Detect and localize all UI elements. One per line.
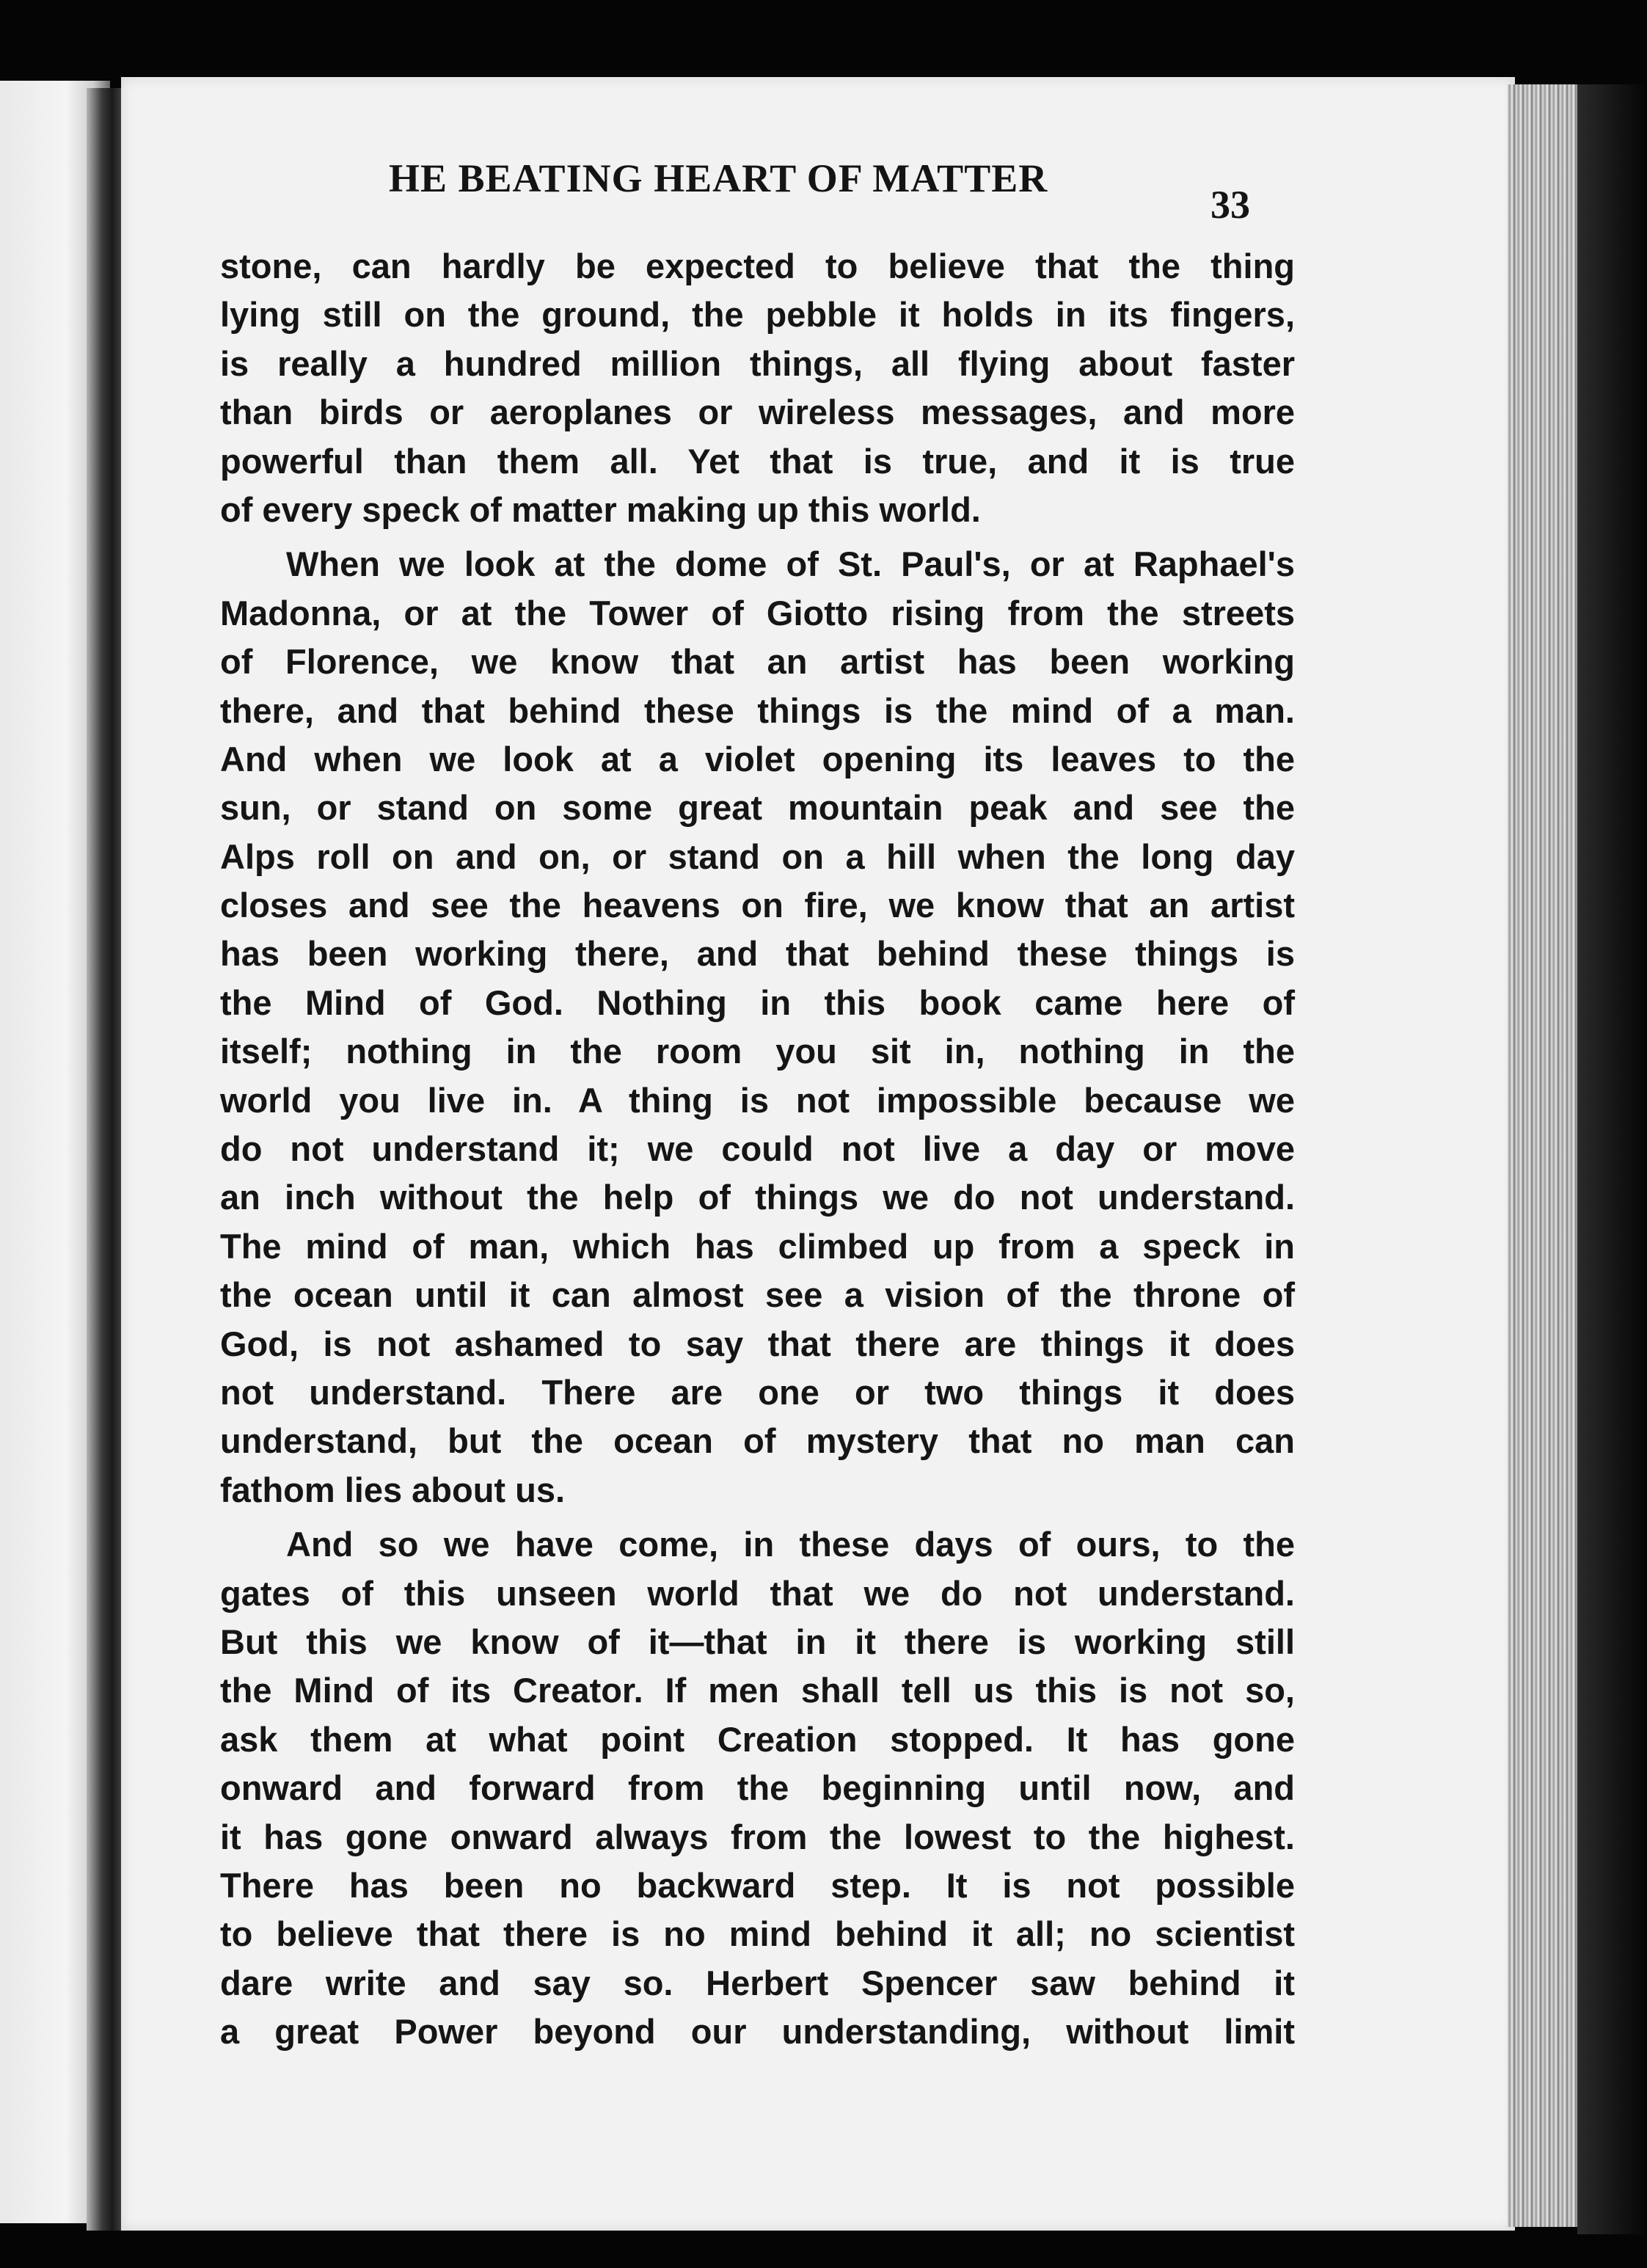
text-line: stone, can hardly be expected to believe that the thing: [220, 247, 1295, 285]
text-line: Alps roll on and on, or stand on a hill when the long day: [220, 836, 1295, 876]
text-line: lying still on the ground, the pebble it holds in its fingers,: [220, 295, 1295, 335]
text-line: onward and forward from the beginning until now, and: [220, 1768, 1295, 1808]
running-head: HE BEATING HEART OF MATTER: [389, 156, 1048, 200]
text-line: understand, but the ocean of mystery that no man can: [220, 1421, 1295, 1461]
paragraph-2: [220, 540, 1295, 1514]
text-line: And so we have come, in these days of ours, to the: [286, 1525, 1295, 1564]
text-line: not understand. There are one or two things it does: [220, 1372, 1295, 1412]
text-line: there, and that behind these things is the mind of a man.: [220, 690, 1295, 730]
paragraph-1: [220, 242, 1295, 534]
text-line: an inch without the help of things we do not understand.: [220, 1178, 1295, 1217]
text-line: to believe that there is no mind behind it all; no scientist: [220, 1914, 1295, 1954]
body-text: [220, 242, 1295, 2056]
text-line: has been working there, and that behind these things is: [220, 934, 1295, 974]
text-line: God, is not ashamed to say that there are things it does: [220, 1324, 1295, 1363]
text-line: Madonna, or at the Tower of Giotto rising from the streets: [220, 593, 1295, 632]
text-line: itself; nothing in the room you sit in, nothing in the: [220, 1032, 1295, 1071]
page-number: 33: [1210, 183, 1250, 227]
text-line: a great Power beyond our understanding, without limit: [220, 2012, 1295, 2052]
text-line: closes and see the heavens on fire, we know that an artist: [220, 886, 1295, 925]
text-line: world you live in. A thing is not impossible because we: [220, 1080, 1295, 1120]
text-line: than birds or aeroplanes or wireless messages, and more: [220, 393, 1295, 432]
text-line: sun, or stand on some great mountain peak and see the: [220, 788, 1295, 828]
text-line: When we look at the dome of St. Paul's, or at Raphael's: [286, 544, 1295, 584]
text-line: the Mind of God. Nothing in this book came here of: [220, 982, 1295, 1022]
text-line: it has gone onward always from the lowest to the highest.: [220, 1817, 1295, 1856]
text-line: is really a hundred million things, all flying about faster: [220, 343, 1295, 383]
text-line: dare write and say so. Herbert Spencer saw behind it: [220, 1963, 1295, 2002]
text-line: fathom lies about us.: [220, 1470, 566, 1509]
text-line: The mind of man, which has climbed up from a speck in: [220, 1226, 1295, 1266]
text-line: of Florence, we know that an artist has been working: [220, 642, 1295, 682]
text-line: of every speck of matter making up this world.: [220, 489, 981, 529]
text-line: gates of this unseen world that we do not understand.: [220, 1573, 1295, 1613]
text-line: the Mind of its Creator. If men shall tell us this is not so,: [220, 1671, 1295, 1710]
text-line: do not understand it; we could not live a day or move: [220, 1129, 1295, 1169]
paragraph-3: [220, 1520, 1295, 2056]
text-line: There has been no backward step. It is not possible: [220, 1865, 1295, 1905]
page-edge-shadow: [1577, 84, 1647, 2234]
page-leaf-edges: [1508, 84, 1581, 2227]
text-line: But this we know of it—that in it there is working still: [220, 1622, 1295, 1661]
text-line: And when we look at a violet opening its leaves to the: [220, 739, 1295, 779]
text-line: the ocean until it can almost see a vision of the throne of: [220, 1275, 1295, 1315]
text-line: ask them at what point Creation stopped. It has gone: [220, 1719, 1295, 1759]
text-line: powerful than them all. Yet that is true, and it is true: [220, 441, 1295, 481]
